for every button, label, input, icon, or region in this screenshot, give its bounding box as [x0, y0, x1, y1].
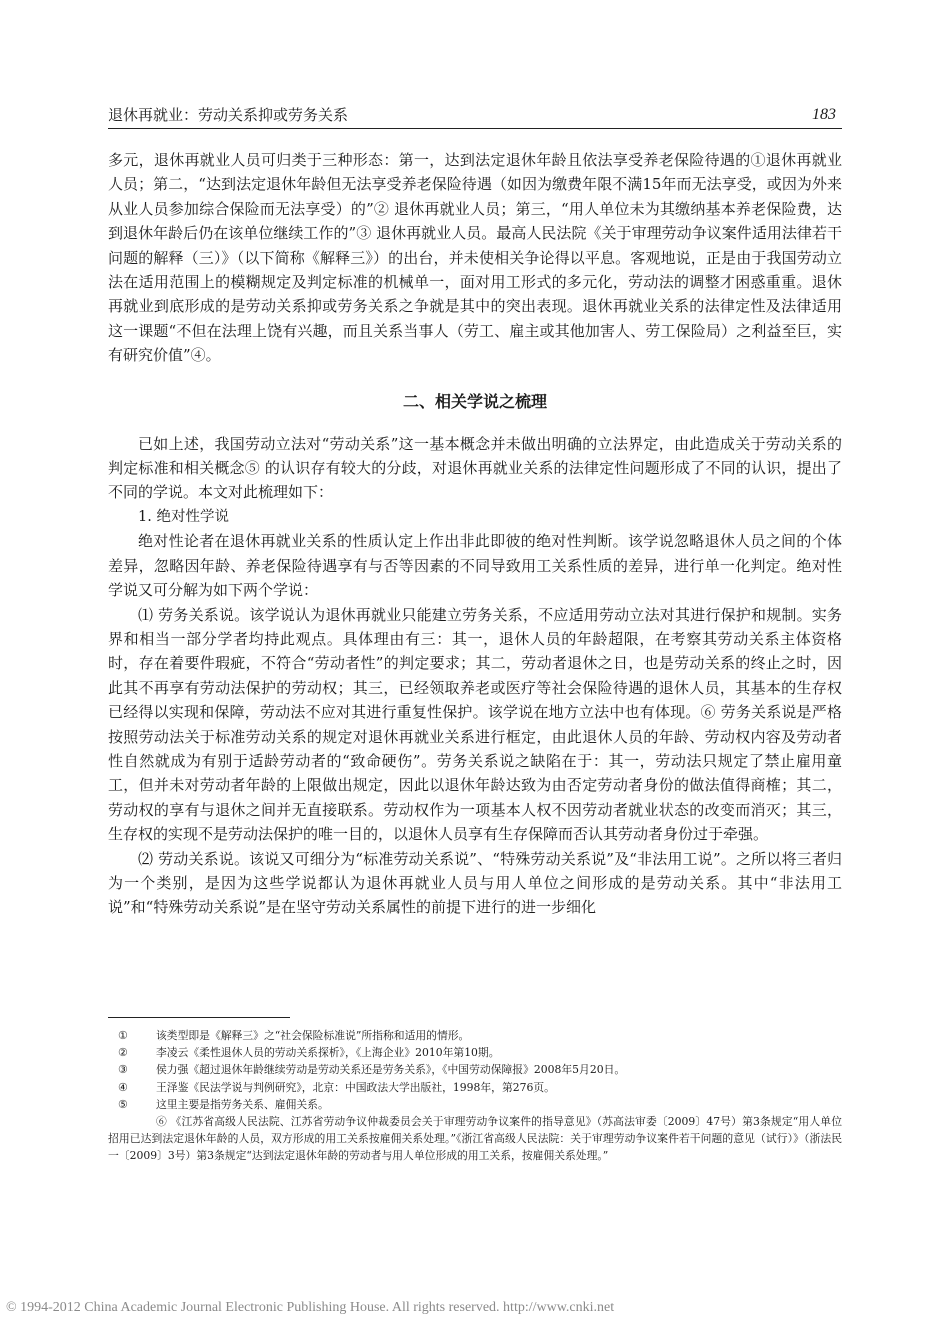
- footnote-text: 《江苏省高级人民法院、江苏省劳动争议仲裁委员会关于审理劳动争议案件的指导意见》（苏高法审委〔2009〕47号）第3条规定“用人单位招用已达到法定退休年龄的人员，双方形成的用工关系按雇佣关系处理。”《浙江省高级人民法院：关于审理劳动争议案件若干问题的意见（试行）》（浙法民一〔2009〕3号）第3条规定“达到法定退休年龄的劳动者与用人单位形成的用工关系，按雇佣关系处理。”: [108, 1115, 843, 1163]
- paragraph-1: 多元，退休再就业人员可归类于三种形态：第一，达到法定退休年龄且依法享受养老保险待遇的①退休再就业人员；第二，“达到法定退休年龄但无法享受养老保险待遇（如因为缴费年限不满15年而无法享受，或因为外来从业人员参加综合保险而无法享受）的”② 退休再就业人员；第三，“用人单位未为其缴纳基本养老保险费，达到退休年龄后仍在该单位继续工作的”③ 退休再就业人员。最高人民法院《关于审理劳动争议案件适用法律若干问题的解释（三）》（以下简称《解释三》）的出台，并未使相关争论得以平息。客观地说，正是由于我国劳动立法在适用范围上的模糊规定及判定标准的机械单一，面对用工形式的多元化，劳动法的调整才困惑重重。退休再就业到底形成的是劳动关系抑或劳务关系之争就是其中的突出表现。退休再就业关系的法律定性及法律适用这一课题“不但在法理上饶有兴趣，而且关系当事人（劳工、雇主或其他加害人、劳工保险局）之利益至巨，实有研究价值”④。: [108, 151, 842, 365]
- footnote: [108, 1096, 842, 1113]
- footnote-text: 李凌云《柔性退休人员的劳动关系探析》，《上海企业》2010年第10期。: [156, 1046, 500, 1060]
- subsection-heading: 1. 绝对性学说: [138, 508, 229, 525]
- footnote: [108, 1113, 842, 1165]
- running-title: 退休再就业：劳动关系抑或劳务关系: [108, 106, 349, 124]
- paragraph-4: ⑴ 劳务关系说。该学说认为退休再就业只能建立劳务关系，不应适用劳动立法对其进行保护和规制。实务界和相当一部分学者均持此观点。具体理由有三：其一，退休人员的年龄超限，在考察其劳动关系主体资格时，存在着要件瑕疵，不符合“劳动者性”的判定要求；其二，劳动者退休之日，也是劳动关系的终止之时，因此其不再享有劳动法保护的劳动权；其三，已经领取养老或医疗等社会保险待遇的退休人员，其基本的生存权已经得以实现和保障，劳动法不应对其进行重复性保护。该学说在地方立法中也有体现。⑥ 劳务关系说是严格按照劳动法关于标准劳动关系的规定对退休再就业关系进行框定，由此退休人员的年龄、劳动权内容及劳动者性自然就成为有别于适龄劳动者的“致命硬伤”。劳务关系说之缺陷在于：其一，劳动法只规定了禁止雇用童工，但并未对劳动者年龄的上限做出规定，因此以退休年龄达致为由否定劳动者身份的做法值得商榷；其二，劳动权的享有与退休之间并无直接联系。劳动权作为一项基本人权不因劳动者就业状态的改变而消灭；其三，生存权的实现不是劳动法保护的唯一目的，以退休人员享有生存保障而否认其劳动者身份过于牵强。: [108, 605, 842, 844]
- paragraph-2: 已如上述，我国劳动立法对“劳动关系”这一基本概念并未做出明确的立法界定，由此造成关于劳动关系的判定标准和相关概念⑤ 的认识存有较大的分歧，对退休再就业关系的法律定性问题形成了不同的认识，提出了不同的学说。本文对此梳理如下：: [108, 434, 842, 502]
- page: [108, 0, 842, 1344]
- footnote-mark: ③: [118, 1063, 128, 1077]
- footnote-text: 侯力强《超过退休年龄继续劳动是劳动关系还是劳务关系》，《中国劳动保障报》2008年5月20日。: [156, 1063, 626, 1077]
- paragraph-5: ⑵ 劳动关系说。该说又可细分为“标准劳动关系说”、“特殊劳动关系说”及“非法用工说”。之所以将三者归为一个类别，是因为这些学说都认为退休再就业人员与用人单位之间形成的是劳动关系。其中“非法用工说”和“特殊劳动关系说”是在坚守劳动关系属性的前提下进行的进一步细化: [108, 849, 842, 917]
- footnote-mark: ⑤: [118, 1097, 128, 1111]
- footnote-mark: ⑥: [156, 1115, 167, 1129]
- footnotes: [108, 1027, 842, 1165]
- paragraph-3: 绝对性论者在退休再就业关系的性质认定上作出非此即彼的绝对性判断。该学说忽略退休人员之间的个体差异，忽略因年龄、养老保险待遇享有与否等因素的不同导致用工关系性质的差异，进行单一化判定。绝对性学说又可分解为如下两个学说：: [108, 532, 842, 600]
- footnote-mark: ②: [118, 1046, 128, 1060]
- page-number: 183: [812, 106, 836, 123]
- running-head: [108, 103, 842, 127]
- footnote-rule: [108, 1017, 290, 1018]
- article-body: [108, 148, 842, 920]
- footnote: [108, 1079, 842, 1096]
- header-rule: [108, 128, 842, 129]
- footnote-mark: ①: [118, 1029, 128, 1042]
- footnote-text: 这里主要是指劳务关系、雇佣关系。: [156, 1097, 329, 1111]
- footnote: [108, 1044, 842, 1061]
- footnote: [108, 1061, 842, 1078]
- section-heading: 二、相关学说之梳理: [402, 391, 547, 411]
- footnote-text: 王泽鉴《民法学说与判例研究》，北京：中国政法大学出版社，1998年，第276页。: [156, 1080, 555, 1094]
- copyright-text: © 1994-2012 China Academic Journal Electronic Publishing House. All rights reserved. http://www.cnki.net: [6, 1300, 615, 1315]
- footnote-text: 该类型即是《解释三》之“社会保险标准说”所指称和适用的情形。: [156, 1029, 470, 1042]
- footnote: [108, 1027, 842, 1044]
- footnote-mark: ④: [118, 1080, 128, 1094]
